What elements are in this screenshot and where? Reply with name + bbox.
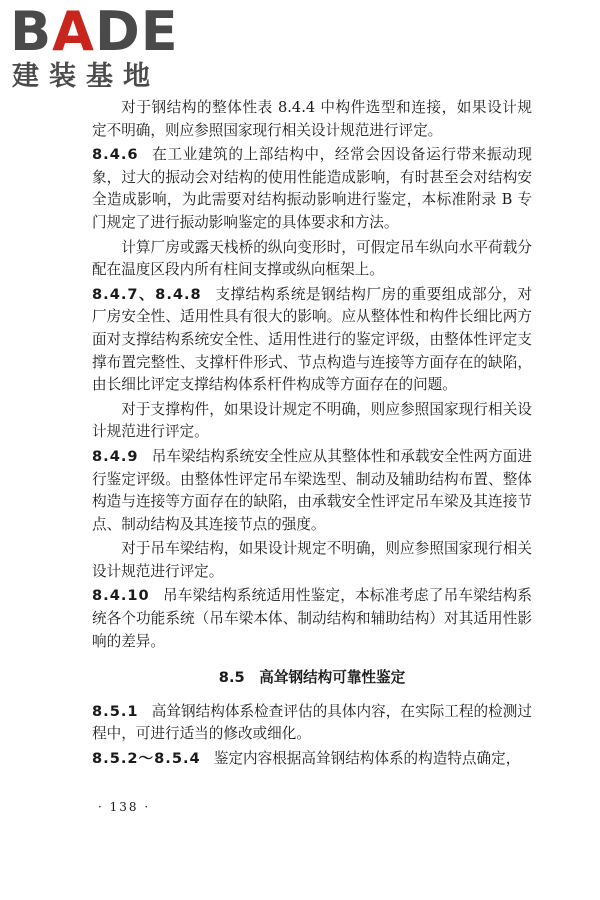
page-body <box>92 97 532 771</box>
clause-8-4-7-8-4-8 <box>92 284 532 397</box>
clause-text: 支撑结构系统是钢结构厂房的重要组成部分，对厂房安全性、适用性具有很大的影响。应从整体性和构件长细比两方面对支撑结构系统安全性、适用性进行的鉴定评级，由整体性评定支撑布置完整性、支撑杆件形式、节点构造与连接等方面存在的缺陷，由长细比评定支撑结构体系杆件构成等方面存在的问题。 <box>92 285 532 394</box>
logo-letters-start: B <box>10 0 53 63</box>
section-number: 8.5 <box>218 669 245 687</box>
logo-letter-accent: A <box>52 0 95 63</box>
clause-number: 8.4.9 <box>92 447 139 465</box>
clause-number: 8.4.10 <box>92 587 150 605</box>
paragraph-text: 计算厂房或露天栈桥的纵向变形时，可假定吊车纵向水平荷载分配在温度区段内所有柱间支撑或纵向框架上。 <box>92 238 532 279</box>
paragraph-bracing-members <box>92 399 532 444</box>
clause-number: 8.4.6 <box>92 146 139 164</box>
paragraph-text: 对于支撑构件，如果设计规定不明确，则应参照国家现行相关设计规范进行评定。 <box>92 400 532 441</box>
clause-8-5-1 <box>92 701 532 746</box>
logo-letters <box>10 0 179 63</box>
clause-text: 吊车梁结构系统适用性鉴定，本标准考虑了吊车梁结构系统各个功能系统（吊车梁本体、制动结构和辅助结构）对其适用性影响的差异。 <box>92 587 532 650</box>
clause-8-4-6 <box>92 144 532 234</box>
clause-text: 鉴定内容根据高耸钢结构体系的构造特点确定， <box>213 750 521 768</box>
paragraph-steel-integrity <box>92 97 532 142</box>
paragraph-text: 对于钢结构的整体性表 8.4.4 中构件选型和连接，如果设计规定不明确，则应参照国家现行相关设计规范进行评定。 <box>92 99 532 139</box>
paragraph-text: 对于吊车梁结构，如果设计规定不明确，则应参照国家现行相关设计规范进行评定。 <box>92 540 532 580</box>
clause-number: 8.4.7、8.4.8 <box>92 285 202 303</box>
section-title: 高耸钢结构可靠性鉴定 <box>259 669 406 687</box>
paragraph-crane-beam <box>92 538 532 583</box>
paragraph-longitudinal-deformation <box>92 237 532 282</box>
logo-letters-end: DE <box>94 0 179 63</box>
clause-number: 8.5.1 <box>92 702 139 720</box>
logo-subtitle: 建装基地 <box>12 61 160 92</box>
section-heading <box>92 667 532 690</box>
clause-text: 高耸钢结构体系检查评估的具体内容，在实际工程的检测过程中，可进行适当的修改或细化。 <box>92 702 532 743</box>
page-number: · 138 · <box>98 800 151 814</box>
clause-8-4-10 <box>92 585 532 653</box>
clause-8-4-9 <box>92 446 532 536</box>
clause-8-5-2-8-5-4 <box>92 748 532 771</box>
bade-logo-watermark <box>10 0 200 94</box>
clause-text: 吊车梁结构系统安全性应从其整体性和承载安全性两方面进行鉴定评级。由整体性评定吊车梁选型、制动及辅助结构布置、整体构造与连接等方面存在的缺陷，由承载安全性评定吊车梁及其连接节点、制动结构及其连接节点的强度。 <box>92 447 532 533</box>
clause-number: 8.5.2～8.5.4 <box>92 750 201 768</box>
clause-text: 在工业建筑的上部结构中，经常会因设备运行带来振动现象，过大的振动会对结构的使用性能造成影响，有时甚至会对结构安全造成影响，为此需要对结构振动影响进行鉴定，本标准附录 B 专门规定了进行振动影响鉴定的具体要求和方法。 <box>92 146 532 231</box>
